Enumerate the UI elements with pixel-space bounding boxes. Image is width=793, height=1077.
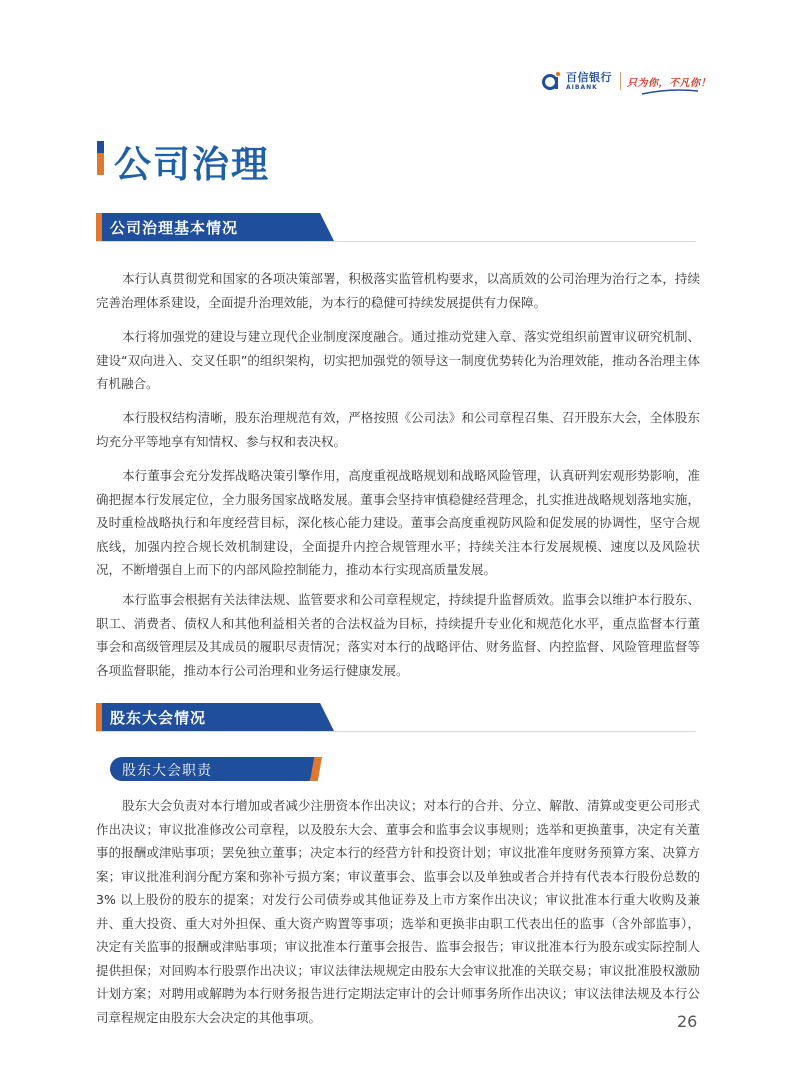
section-heading-governance [96, 213, 334, 241]
logo-divider [620, 72, 621, 90]
logo-slogan: 只为你，不凡你！ [627, 77, 711, 89]
paragraph: 本行董事会充分发挥战略决策引擎作用，高度重视战略规划和战略风险管理，认真研判宏观形势影响，准确把握本行发展定位，全力服务国家战略发展。董事会坚持审慎稳健经营理念，扎实推进战略规划落地实施，及时重检战略执行和年度经营目标，深化核心能力建设。董事会高度重视防风险和促发展的协调性，坚守合规底线，加强内控合规长效机制建设，全面提升内控合规管理水平；持续关注本行发展规模、速度以及风险状况，不断增强自上而下的内部风险控制能力，推动本行实现高质量发展。 [96, 468, 700, 577]
logo-chinese-name: 百信银行 [566, 70, 612, 84]
section-divider [96, 241, 696, 242]
logo-english-name: AIBANK [566, 83, 598, 91]
paragraph: 本行认真贯彻党和国家的各项决策部署，积极落实监管机构要求，以高质效的公司治理为治行之本，持续完善治理体系建设，全面提升治理效能，为本行的稳健可持续发展提供有力保障。 [96, 271, 700, 310]
title-accent-bar-top [97, 141, 104, 153]
paragraph: 本行股权结构清晰，股东治理规范有效，严格按照《公司法》和公司章程召集、召开股东大会，全体股东均充分平等地享有知情权、参与权和表决权。 [96, 410, 700, 449]
subheading-text: 股东大会职责 [122, 763, 212, 779]
page-title: 公司治理 [114, 143, 270, 186]
page-number: 26 [677, 1012, 698, 1031]
paragraph: 本行将加强党的建设与建立现代企业制度深度融合。通过推动党建入章、落实党组织前置审议研究机制、建设“双向进入、交叉任职”的组织架构，切实把加强党的领导这一制度优势转化为治理效能，推动各治理主体有机融合。 [96, 329, 700, 391]
aibank-logo-icon [542, 71, 562, 91]
slogan-swoosh-icon [640, 88, 700, 96]
paragraph: 股东大会负责对本行增加或者减少注册资本作出决议；对本行的合并、分立、解散、清算或变更公司形式作出决议；审议批准修改公司章程，以及股东大会、董事会和监事会议事规则；选举和更换董事，决定有关董事的报酬或津贴事项；罢免独立董事；决定本行的经营方针和投资计划；审议批准年度财务预算方案、决算方案；审议批准利润分配方案和弥补亏损方案；审议董事会、监事会以及单独或者合并持有代表本行股份总数的 3% 以上股份的股东的提案；对发行公司债券或其他证券及上市方案作出决议；审议批准本行重大收购及兼并、重大投资、重大对外担保、重大资产购置等事项；选举和更换非由职工代表出任的监事（含外部监事），决定有关监事的报酬或津贴事项；审议批准本行董事会报告、监事会报告；审议批准本行为股东或实际控制人提供担保；对回购本行股票作出决议；审议法律法规规定由股东大会审议批准的关联交易；审议批准股权激励计划方案；对聘用或解聘为本行财务报告进行定期法定审计的会计师事务所作出决议；审议法律法规及本行公司章程规定由股东大会决定的其他事项。 [96, 798, 700, 1025]
section-heading-text: 股东大会情况 [110, 709, 207, 727]
section-divider [96, 731, 696, 732]
subheading-shareholders-duties [110, 757, 318, 781]
section-heading-text: 公司治理基本情况 [110, 219, 239, 237]
paragraph: 本行监事会根据有关法律法规、监管要求和公司章程规定，持续提升监督质效。监事会以维护本行股东、职工、消费者、债权人和其他利益相关者的合法权益为目标，持续提升专业化和规范化水平，重点监督本行董事会和高级管理层及其成员的履职尽责情况；落实对本行的战略评估、财务监督、内控监督、风险管理监督等各项监督职能，推动本行公司治理和业务运行健康发展。 [96, 592, 700, 678]
section-heading-shareholders-meeting [96, 703, 334, 731]
